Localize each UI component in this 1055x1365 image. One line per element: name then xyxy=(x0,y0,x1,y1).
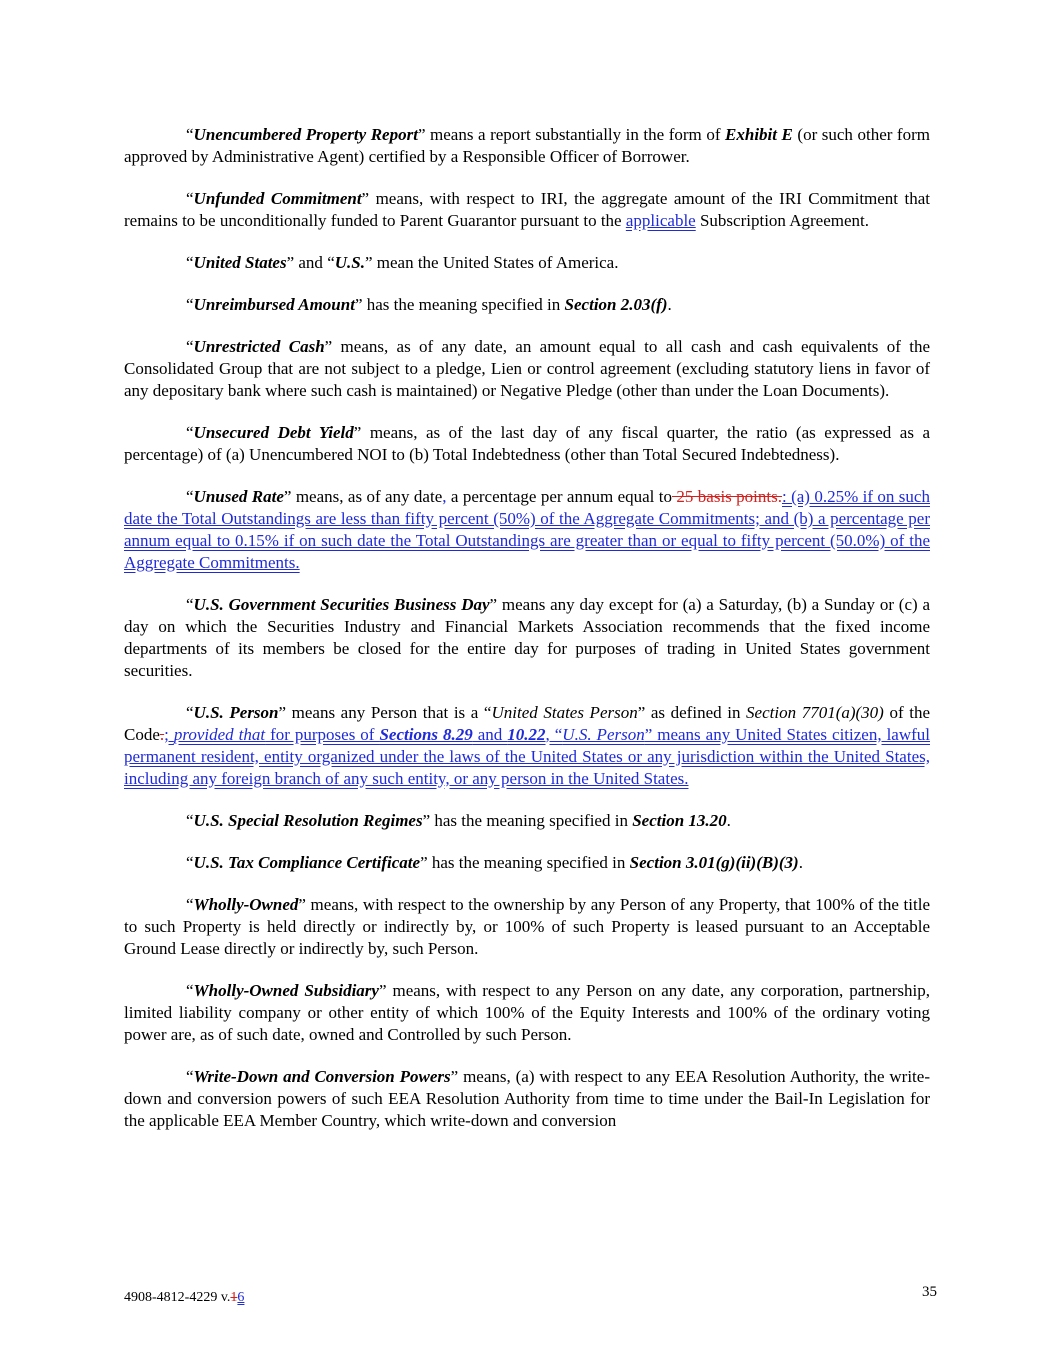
definition-us-special-resolution-regimes: “U.S. Special Resolution Regimes” has the meaning specified in Section 13.20. xyxy=(186,811,731,830)
inserted-text: : (a) 0.25% if on such date the Total Outstandings are less than fifty percent (50%) of the Aggregate Commitments; and (b) a percentage per annum equal to 0.15% if on such date the Total Outstandings are greater than or equal to fifty percent (50.0%) of the Aggregate Commitments. xyxy=(124,487,930,572)
defined-term: U.S. Person xyxy=(193,703,279,722)
deleted-text: . xyxy=(159,725,165,744)
inserted-text: , xyxy=(442,487,447,506)
defined-term: Unused Rate xyxy=(193,487,284,506)
deleted-version: 1 xyxy=(230,1290,238,1305)
defined-term: Write-Down and Conversion Powers xyxy=(193,1067,451,1086)
defined-term: United States xyxy=(193,253,287,272)
definition-unreimbursed-amount: “Unreimbursed Amount” has the meaning specified in Section 2.03(f). xyxy=(186,295,672,314)
section-reference: Sections 8.29 xyxy=(379,725,473,744)
section-reference: 10.22 xyxy=(507,725,546,744)
section-reference: Section 3.01(g)(ii)(B)(3) xyxy=(629,853,799,872)
inserted-text: applicable xyxy=(625,211,696,230)
defined-term: Wholly-Owned Subsidiary xyxy=(193,981,379,1000)
document-id-footer: 4908-4812-4229 v.16 xyxy=(124,1290,245,1305)
definition-us-person: “U.S. Person” means any Person that is a “United States Person” as defined in Section 7701(a)(30) of the Code.; provided that for purposes of Sections 8.29 and 10.22, “U.S. Person” means any United States citizen, lawful permanent resident, entity organized under the laws of the United States or any jurisdiction within the United States, including any foreign branch of any such entity, or any person in the United States. xyxy=(124,703,930,788)
defined-term: Wholly-Owned xyxy=(193,895,299,914)
defined-term: U.S. Special Resolution Regimes xyxy=(193,811,423,830)
defined-term: Unencumbered Property Report xyxy=(193,125,418,144)
defined-term: Unrestricted Cash xyxy=(193,337,325,356)
exhibit-reference: Exhibit E xyxy=(725,125,793,144)
definition-write-down-and-conversion-powers: “Write-Down and Conversion Powers” means, (a) with respect to any EEA Resolution Authority, the write-down and conversion powers of such EEA Resolution Authority from time to time under the Bail-In Legislation for the applicable EEA Member Country, which write-down and conversion xyxy=(124,1067,930,1130)
definition-us-government-securities-business-day: “U.S. Government Securities Business Day” means any day except for (a) a Saturday, (b) a Sunday or (c) a day on which the Securities Industry and Financial Markets Association recommends that the fixed income departments of its members be closed for the entire day for purposes of trading in United States government securities. xyxy=(124,595,931,680)
definition-unencumbered-property-report: “Unencumbered Property Report” means a report substantially in the form of Exhibit E (or such other form approved by Administrative Agent) certified by a Responsible Officer of Borrower. xyxy=(124,125,930,166)
definition-unrestricted-cash: “Unrestricted Cash” means, as of any date, an amount equal to all cash and cash equivalents of the Consolidated Group that are not subject to a pledge, Lien or control agreement (excluding statutory liens in favor of any depositary bank where such cash is maintained) or Negative Pledge (other than under the Loan Documents). xyxy=(124,337,930,400)
inserted-text: ; provided that for purposes of Sections 8.29 and 10.22, “U.S. Person” means any United States citizen, lawful permanent resident, entity organized under the laws of the United States or any jurisdiction within the United States, including any foreign branch of any such entity, or any person in the United States. xyxy=(124,725,930,788)
defined-term: U.S. xyxy=(334,253,365,272)
defined-term: Unsecured Debt Yield xyxy=(193,423,354,442)
page-number: 35 xyxy=(922,1284,937,1300)
definition-wholly-owned-subsidiary: “Wholly-Owned Subsidiary” means, with respect to any Person on any date, any corporation, partnership, limited liability company or other entity of which 100% of the Equity Interests and 100% of the ordinary voting power are, as of such date, owned and Controlled by such Person. xyxy=(124,981,930,1044)
section-reference: Section 2.03(f) xyxy=(564,295,668,314)
defined-term: U.S. Government Securities Business Day xyxy=(193,595,490,614)
definition-unused-rate: “Unused Rate” means, as of any date, a percentage per annum equal to 25 basis points.: (a) 0.25% if on such date the Total Outstandings are less than fifty percent (50%) of the Aggregate Commitments; and (b) a percentage per annum equal to 0.15% if on such date the Total Outstandings are greater than or equal to fifty percent (50.0%) of the Aggregate Commitments. xyxy=(124,487,930,572)
inserted-version: 6 xyxy=(237,1290,245,1305)
definition-unsecured-debt-yield: “Unsecured Debt Yield” means, as of the last day of any fiscal quarter, the ratio (as expressed as a percentage) of (a) Unencumbered NOI to (b) Total Indebtedness (other than Total Secured Indebtedness). xyxy=(124,423,930,464)
deleted-text: 25 basis points. xyxy=(672,487,782,506)
definition-united-states: “United States” and “U.S.” mean the United States of America. xyxy=(186,253,619,272)
definition-unfunded-commitment: “Unfunded Commitment” means, with respect to IRI, the aggregate amount of the IRI Commitment that remains to be unconditionally funded to Parent Guarantor pursuant to the applicable Subscription Agreement. xyxy=(124,189,930,230)
defined-term: Unreimbursed Amount xyxy=(193,295,355,314)
defined-term: Unfunded Commitment xyxy=(193,189,362,208)
defined-term: U.S. Tax Compliance Certificate xyxy=(193,853,421,872)
definition-us-tax-compliance-certificate: “U.S. Tax Compliance Certificate” has the meaning specified in Section 3.01(g)(ii)(B)(3). xyxy=(186,853,803,872)
definition-wholly-owned: “Wholly-Owned” means, with respect to the ownership by any Person of any Property, that 100% of the title to such Property is held directly or indirectly by, or 100% of such Property is leased pursuant to an Acceptable Ground Lease directly or indirectly by, such Person. xyxy=(124,895,930,958)
section-reference: Section 13.20 xyxy=(632,811,727,830)
section-reference: Section 7701(a)(30) xyxy=(746,703,884,722)
document-page xyxy=(124,124,930,1152)
